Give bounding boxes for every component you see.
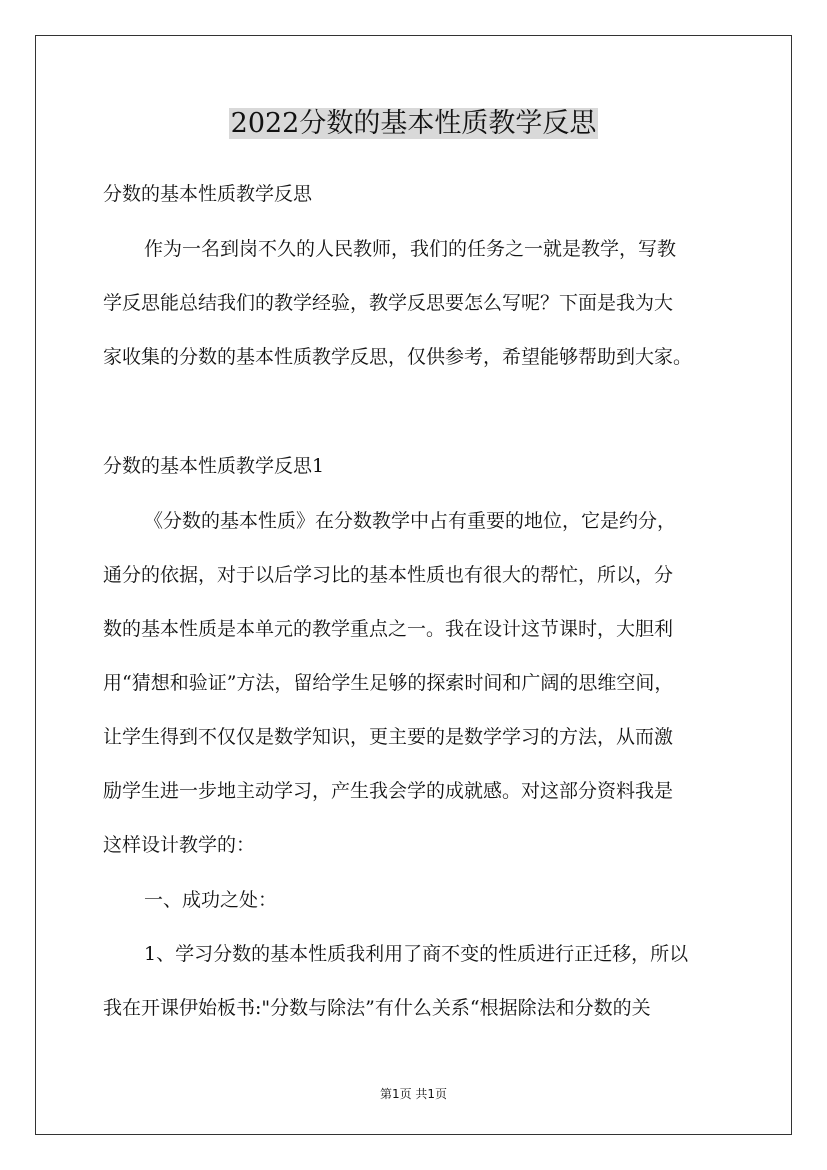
- intro-line-1: 作为一名到岗不久的人民教师，我们的任务之一就是教学，写教: [144, 238, 677, 260]
- body-line-7: 这样设计教学的：: [103, 834, 256, 856]
- point-heading: 一、成功之处：: [144, 889, 278, 911]
- body-line-2: 通分的依据，对于以后学习比的基本性质也有很大的帮忙，所以，分: [103, 564, 674, 586]
- point-line-1: 1、学习分数的基本性质我利用了商不变的性质进行正迁移，所以: [144, 943, 689, 965]
- body-line-4: 用“猜想和验证”方法，留给学生足够的探索时间和广阔的思维空间，: [103, 672, 674, 694]
- point-line-2: 我在开课伊始板书:"分数与除法”有什么关系“根据除法和分数的关: [103, 997, 651, 1019]
- intro-line-3: 家收集的分数的基本性质教学反思，仅供参考，希望能够帮助到大家。: [103, 346, 693, 368]
- document-title: 2022分数的基本性质教学反思: [230, 108, 597, 139]
- body-line-5: 让学生得到不仅仅是数学知识，更主要的是数学学习的方法，从而激: [103, 726, 674, 748]
- body-line-3: 数的基本性质是本单元的教学重点之一。我在设计这节课时，大胆利: [103, 618, 674, 640]
- page-footer: 第1页 共1页: [379, 1087, 448, 1101]
- section-heading: 分数的基本性质教学反思1: [103, 455, 325, 477]
- body-line-1: 《分数的基本性质》在分数教学中占有重要的地位，它是约分，: [144, 510, 677, 532]
- document-subtitle: 分数的基本性质教学反思: [103, 183, 313, 205]
- intro-line-2: 学反思能总结我们的教学经验，教学反思要怎么写呢？下面是我为大: [103, 292, 674, 314]
- body-line-6: 励学生进一步地主动学习，产生我会学的成就感。对这部分资料我是: [103, 780, 674, 802]
